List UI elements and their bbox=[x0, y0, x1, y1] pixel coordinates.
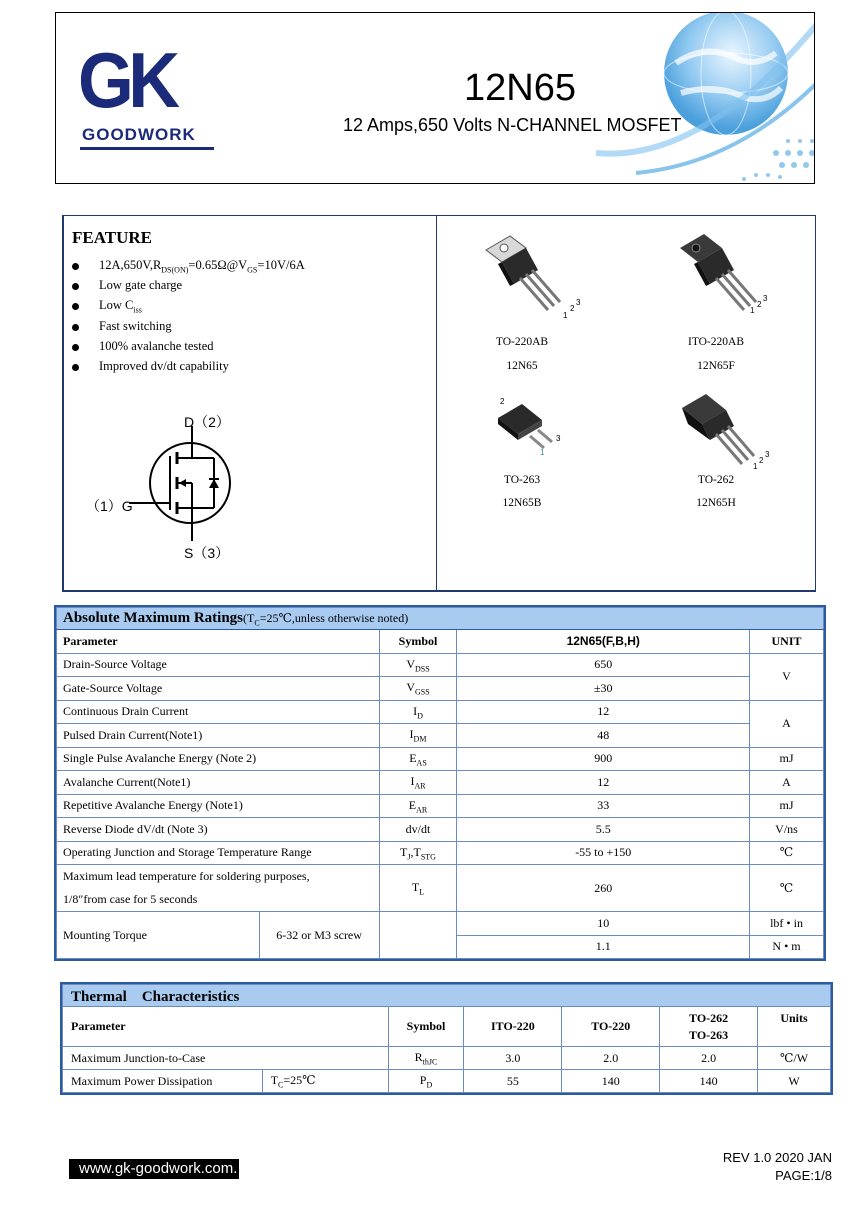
website-link[interactable]: www.gk-goodwork.com. bbox=[69, 1159, 239, 1179]
table-header-row bbox=[57, 630, 824, 654]
package-name: ITO-220AB bbox=[687, 336, 744, 348]
header-unit: UNIT bbox=[750, 630, 824, 654]
table-row bbox=[57, 794, 824, 818]
param-cell: Maximum Power Dissipation bbox=[63, 1070, 263, 1093]
symbol-cell: $T_J,T_{STG}$ bbox=[379, 841, 457, 865]
unit-cell: V bbox=[750, 653, 824, 700]
header-parameter: Parameter bbox=[63, 1007, 389, 1047]
bullet-icon bbox=[72, 263, 79, 270]
param-cell: Pulsed Drain Current(Note1) bbox=[57, 724, 380, 748]
symbol-cell: $I_{AR}$ bbox=[379, 771, 457, 795]
symbol-cell: $V_{DSS}$ bbox=[379, 653, 457, 677]
package-name: TO-220AB bbox=[495, 336, 549, 348]
pin-1: 1 bbox=[563, 311, 568, 320]
header-units: Units bbox=[758, 1007, 831, 1047]
pin-1: 1 bbox=[540, 448, 545, 457]
header-symbol: Symbol bbox=[388, 1007, 464, 1047]
bullet-icon bbox=[72, 303, 79, 310]
value-cell: 10 bbox=[457, 912, 750, 936]
thermal-characteristics-table bbox=[60, 982, 833, 1095]
pin-2: 2 bbox=[500, 397, 505, 406]
value-cell: ±30 bbox=[457, 677, 750, 701]
header-symbol: Symbol bbox=[379, 630, 457, 654]
param-cell: Repetitive Avalanche Energy (Note1) bbox=[57, 794, 380, 818]
header-parameter: Parameter bbox=[57, 630, 380, 654]
feature-item: $12A,650V,R_{DS(ON)}=0.65\Omega@V_{GS}=10V/6A$ bbox=[72, 258, 305, 275]
package-part: 12N65F bbox=[697, 360, 735, 372]
globe-graphic bbox=[576, 12, 815, 184]
amr-condition: ($T_C=25℃,unless$ otherwise noted) bbox=[243, 610, 409, 628]
table-row bbox=[57, 771, 824, 795]
value-cell: 140 bbox=[660, 1070, 758, 1093]
value-cell: 900 bbox=[457, 747, 750, 771]
absolute-maximum-ratings-table bbox=[54, 605, 826, 961]
symbol-cell bbox=[379, 912, 457, 959]
revision-info bbox=[700, 1149, 832, 1185]
unit-cell: ℃ bbox=[750, 865, 824, 912]
table-row bbox=[57, 747, 824, 771]
revision-text: REV 1.0 2020 JAN bbox=[722, 1150, 832, 1165]
symbol-cell: $I_{DM}$ bbox=[379, 724, 457, 748]
source-label: S（3） bbox=[184, 545, 230, 561]
value-cell: 5.5 bbox=[457, 818, 750, 842]
feature-divider bbox=[436, 216, 437, 591]
page-number: PAGE:1/8 bbox=[775, 1168, 832, 1183]
pin-3: 3 bbox=[576, 298, 581, 307]
symbol-cell: $I_D$ bbox=[379, 700, 457, 724]
pin-3: 3 bbox=[765, 450, 770, 459]
pin-3: 3 bbox=[556, 434, 561, 443]
unit-cell: mJ bbox=[750, 747, 824, 771]
value-cell: -55 to +150 bbox=[457, 841, 750, 865]
package-part: 12N65B bbox=[502, 497, 542, 509]
table-row bbox=[57, 677, 824, 701]
package-name: TO-263 bbox=[503, 474, 541, 486]
thermal-title: Thermal Characteristics bbox=[63, 985, 831, 1007]
value-cell: 3.0 bbox=[464, 1047, 562, 1070]
value-cell: 12 bbox=[457, 700, 750, 724]
value-cell: 140 bbox=[562, 1070, 660, 1093]
param-cell: Mounting Torque bbox=[57, 912, 260, 959]
param-cell: Maximum lead temperature for soldering purposes, 1/8″from case for 5 seconds bbox=[57, 865, 380, 912]
pin-2: 2 bbox=[759, 456, 764, 465]
table-header-row bbox=[63, 1007, 831, 1047]
table-row bbox=[57, 653, 824, 677]
value-cell: 48 bbox=[457, 724, 750, 748]
symbol-cell: dv/dt bbox=[379, 818, 457, 842]
table-row bbox=[57, 700, 824, 724]
value-cell: 33 bbox=[457, 794, 750, 818]
part-subtitle: 12 Amps,650 Volts N-CHANNEL MOSFET bbox=[343, 115, 682, 135]
pin-2: 2 bbox=[570, 304, 575, 313]
table-row bbox=[57, 841, 824, 865]
symbol-cell: $V_{GSS}$ bbox=[379, 677, 457, 701]
feature-title: FEATURE bbox=[72, 228, 152, 247]
value-cell: 260 bbox=[457, 865, 750, 912]
table-title-row bbox=[57, 608, 824, 630]
package-part: 12N65H bbox=[696, 497, 736, 509]
pin-1: 1 bbox=[753, 462, 758, 471]
param-cell: Maximum Junction-to-Case bbox=[63, 1047, 389, 1070]
mosfet-symbol-icon bbox=[82, 406, 262, 566]
feature-section bbox=[62, 215, 816, 592]
symbol-cell: $T_L$ bbox=[379, 865, 457, 912]
param-cell: Continuous Drain Current bbox=[57, 700, 380, 724]
feature-item: Improved dv/dt capability bbox=[72, 359, 229, 374]
unit-cell: N • m bbox=[750, 935, 824, 959]
header-to220: TO-220 bbox=[562, 1007, 660, 1047]
logo-letters: GK bbox=[78, 36, 175, 124]
table-row bbox=[57, 912, 824, 936]
table-title-row bbox=[63, 985, 831, 1007]
header-ito220: ITO-220 bbox=[464, 1007, 562, 1047]
symbol-cell: $E_{AR}$ bbox=[379, 794, 457, 818]
unit-cell: lbf • in bbox=[750, 912, 824, 936]
package-name: TO-262 bbox=[697, 474, 735, 486]
header-value: 12N65(F,B,H) bbox=[457, 630, 750, 654]
pin-2: 2 bbox=[757, 300, 762, 309]
value-cell: 2.0 bbox=[562, 1047, 660, 1070]
symbol-cell: $R_{thJC}$ bbox=[388, 1047, 464, 1070]
bullet-icon bbox=[72, 324, 79, 331]
table-row bbox=[63, 1070, 831, 1093]
pin-3: 3 bbox=[763, 294, 768, 303]
bullet-icon bbox=[72, 344, 79, 351]
unit-cell: A bbox=[750, 771, 824, 795]
table-row bbox=[57, 724, 824, 748]
value-cell: 650 bbox=[457, 653, 750, 677]
part-number-title: 12N65 bbox=[464, 67, 576, 109]
amr-title: Absolute Maximum Ratings bbox=[63, 609, 244, 626]
value-cell: 1.1 bbox=[457, 935, 750, 959]
param-cell: Single Pulse Avalanche Energy (Note 2) bbox=[57, 747, 380, 771]
to220ab-package-icon bbox=[480, 228, 580, 320]
unit-cell: ℃ bbox=[750, 841, 824, 865]
condition-cell: 6-32 or M3 screw bbox=[259, 912, 379, 959]
table-row bbox=[57, 865, 824, 912]
value-cell: 55 bbox=[464, 1070, 562, 1093]
symbol-cell: $E_{AS}$ bbox=[379, 747, 457, 771]
gate-label: （1）G bbox=[86, 498, 133, 514]
param-cell: Avalanche Current(Note1) bbox=[57, 771, 380, 795]
param-cell: Operating Junction and Storage Temperature Range bbox=[57, 841, 380, 865]
unit-cell: mJ bbox=[750, 794, 824, 818]
bullet-icon bbox=[72, 364, 79, 371]
drain-label: D（2） bbox=[184, 414, 230, 430]
unit-cell: W bbox=[758, 1070, 831, 1093]
value-cell: 2.0 bbox=[660, 1047, 758, 1070]
value-cell: 12 bbox=[457, 771, 750, 795]
feature-item: Fast switching bbox=[72, 319, 172, 334]
symbol-cell: $P_D$ bbox=[388, 1070, 464, 1093]
package-part: 12N65 bbox=[506, 360, 538, 372]
condition-cell: $T_C=25℃$ bbox=[262, 1070, 388, 1093]
table-row bbox=[57, 818, 824, 842]
param-cell: Drain-Source Voltage bbox=[57, 653, 380, 677]
unit-cell: A bbox=[750, 700, 824, 747]
bullet-icon bbox=[72, 283, 79, 290]
logo-name: GOODWORK bbox=[82, 125, 196, 144]
param-cell: Reverse Diode dV/dt (Note 3) bbox=[57, 818, 380, 842]
feature-item: Low gate charge bbox=[72, 278, 182, 293]
table-row bbox=[63, 1047, 831, 1070]
logo-underline bbox=[80, 147, 214, 150]
header-box bbox=[55, 12, 815, 184]
unit-cell: ℃/W bbox=[758, 1047, 831, 1070]
pin-1: 1 bbox=[750, 306, 755, 315]
param-cell: Gate-Source Voltage bbox=[57, 677, 380, 701]
header-to262-to263: TO-262 TO-263 bbox=[660, 1007, 758, 1047]
feature-item: 100% avalanche tested bbox=[72, 339, 214, 354]
feature-item: Low $C_{iss}$ bbox=[72, 298, 142, 315]
unit-cell: V/ns bbox=[750, 818, 824, 842]
